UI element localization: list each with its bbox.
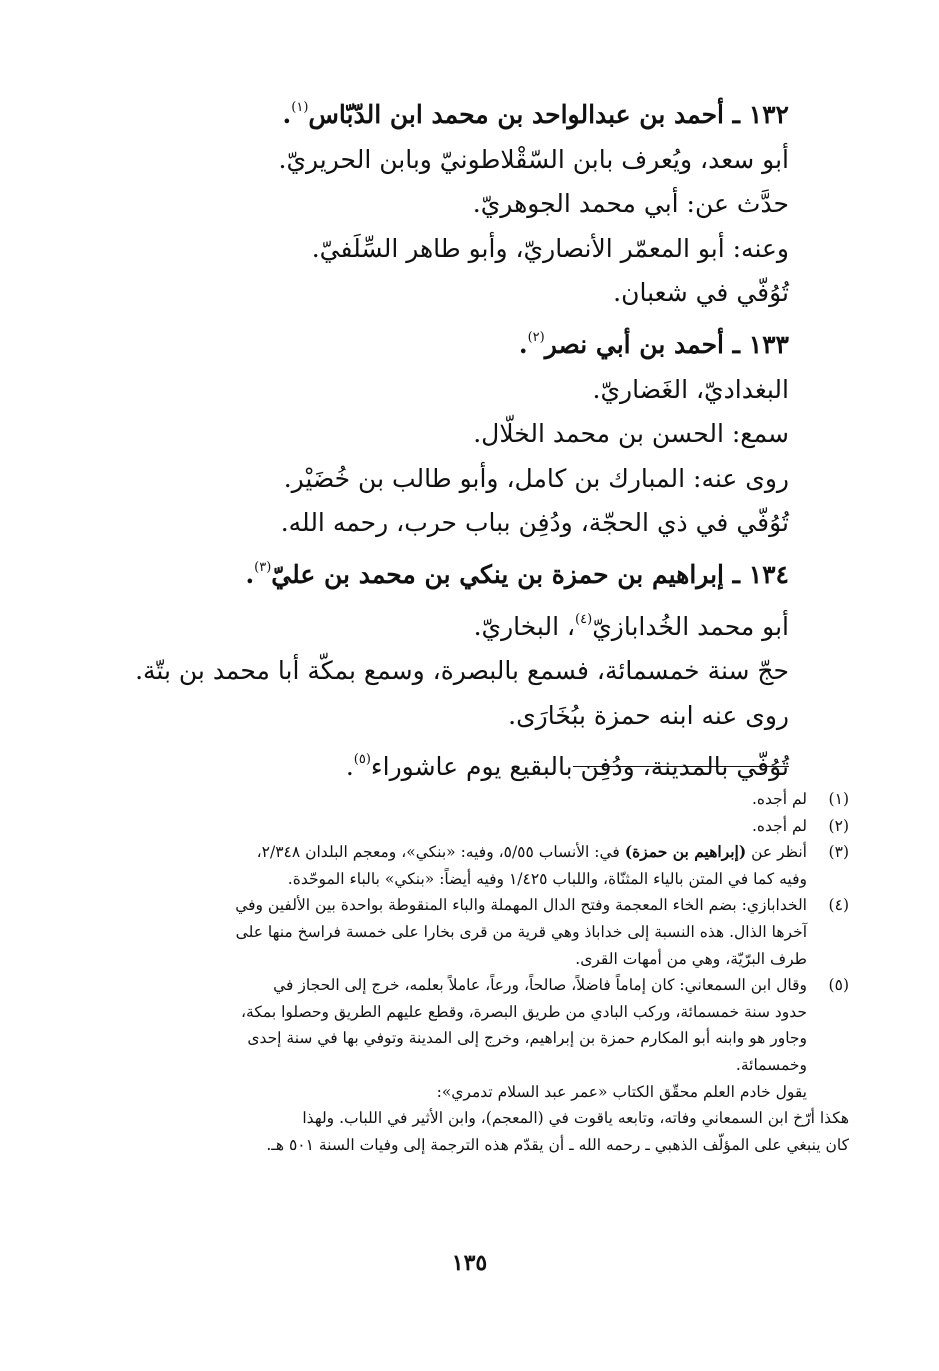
editor-note-line: هكذا أرّخ ابن السمعاني وفاته، وتابعه ياقوت في (المعجم)، وابن الأثير في اللباب. ولهذا [302,1109,849,1128]
footnote-4 [129,892,849,972]
footnote-text: طرف البرّيّة، وهي من أمهات القرى. [575,949,807,968]
footnote-text: لم أجده. [751,790,807,808]
entry-line: وعنه: أبو المعمّر الأنصاريّ، وأبو طاهر السِّلَفيّ. [311,233,789,263]
footnote-text: وفيه كما في المتن بالياء المثنّاة، واللباب ١/٤٢٥ وفيه أيضاً: «بنكي» بالباء الموحّدة. [287,869,807,888]
footnote-2 [129,813,849,840]
footnote-number: (٤) [828,896,849,915]
footnote-text: آخرها الذال. هذه النسبة إلى خداباذ وهي قرية من قرى بخارا على خمسة فراسخ منها على [235,922,807,941]
footnote-number: (٣) [828,843,849,862]
entry-line: تُوُفّي في شعبان. [613,278,789,308]
footnote-ref: (٤) [575,611,593,627]
footnote-5 [129,972,849,1105]
footnote-text: وقال ابن السمعاني: كان إماماً فاضلاً، صالحاً، ورعاً، عاملاً بعلمه، خرج إلى الحجاز في [273,976,807,995]
entry-line: حجّ سنة خمسمائة، فسمع بالبصرة، وسمع بمكّة أبا محمد بن بتّة. [135,656,789,686]
footnote-ref: (٥) [353,752,371,768]
editor-note [129,1105,849,1158]
entry-line: سمع: الحسن بن محمد الخلّال. [473,419,789,449]
page-number: ١٣٥ [451,1250,488,1276]
footnote-ref: (٢) [527,329,545,345]
entry-line: أبو محمد الخُدابازيّ$^{(٤)}$، البخاريّ. [473,611,789,641]
entry-line: البغداديّ، الغَضاريّ. [592,374,789,404]
footnote-text: أنظر عن (إبراهيم بن حمزة) في: الأنساب ٥/٥٥، وفيه: «بنكي»، ومعجم البلدان ٢/٣٤٨، [256,842,807,862]
footnote-number: (٥) [828,976,849,995]
footnote-3 [129,839,849,892]
entry-line: تُوُفّي بالمدينة، ودُفِن بالبقيع يوم عاشوراء$^{(٥)}$. [345,752,789,782]
footnote-1 [129,786,849,813]
footnote-text: وخمسمائة. [735,1055,807,1074]
footnote-separator [573,766,789,767]
entry-line: روى عنه: المبارك بن كامل، وأبو طالب بن خُضَيْر. [283,463,789,493]
footnotes [129,786,849,1158]
entry-line: روى عنه ابنه حمزة ببُخَارَى. [508,700,789,730]
entry-heading-134: ١٣٤ ـ إبراهيم بن حمزة بن ينكي بن محمد بن عليّ$^{(٣)}$. [245,559,789,589]
editor-note-line: كان ينبغي على المؤلّف الذهبي ـ رحمه الله ـ أن يقدّم هذه الترجمة إلى وفيات السنة ٥٠١ هـ. [266,1135,849,1154]
footnote-text: حدود سنة خمسمائة، وركب البادي من طريق البصرة، وقطع عليهم الطريق وحصلوا بمكة، [241,1002,807,1021]
entry-heading-132: ١٣٢ ـ أحمد بن عبدالواحد بن محمد ابن الدّبّاس$^{(١)}$. [282,100,789,129]
entry-line: أبو سعد، ويُعرف بابن السّقْلاطونيّ وبابن الحريريّ. [278,144,789,174]
footnote-text: يقول خادم العلم محقّق الكتاب «عمر عبد السلام تدمري»: [436,1082,807,1101]
entry-line: حدَّث عن: أبي محمد الجوهريّ. [472,189,789,219]
main-text [129,86,789,790]
footnote-ref: (١) [291,100,309,115]
footnote-text: لم أجده. [751,816,807,835]
footnote-number: (١) [828,790,849,808]
footnote-text: وجاور هو وابنه أبو المكارم حمزة بن إبراهيم، وخرج إلى المدينة وتوفي بها في سنة إحدى [247,1029,807,1048]
entry-heading-133: ١٣٣ ـ أحمد بن أبي نصر$^{(٢)}$. [518,329,789,359]
footnote-number: (٢) [828,816,849,835]
footnote-text: الخدابازي: بضم الخاء المعجمة وفتح الدال المهملة والباء المنقوطة بواحدة بين الألفين وفي [235,896,807,915]
footnote-ref: (٣) [254,559,272,575]
entry-line: تُوُفّي في ذي الحجّة، ودُفِن بباب حرب، رحمه الله. [280,508,789,538]
